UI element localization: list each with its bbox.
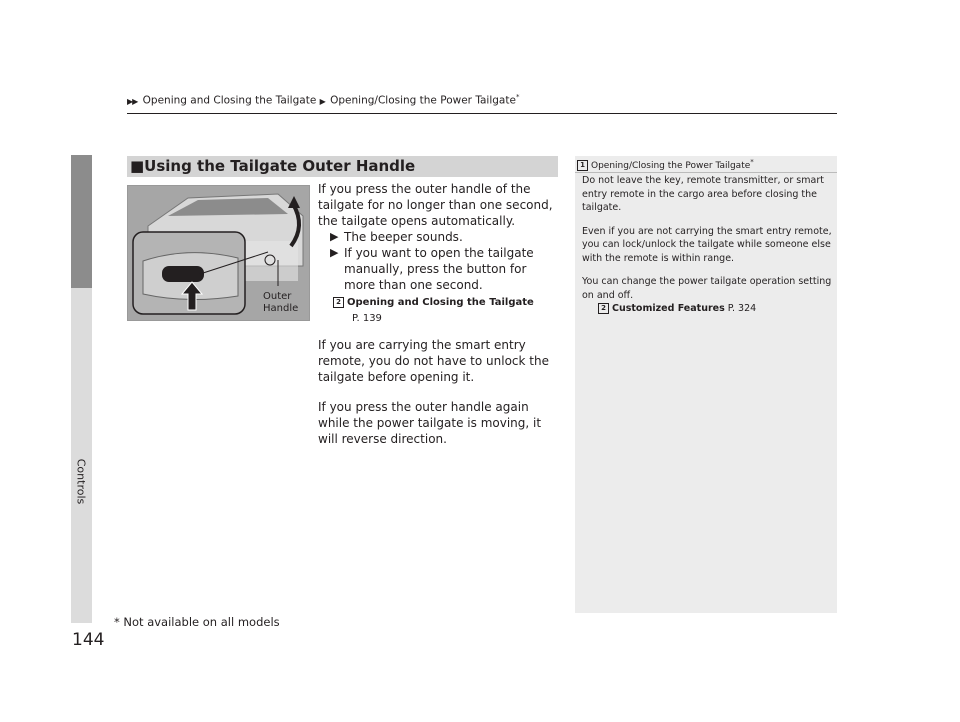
paragraph: If you are carrying the smart entry remote, you do not have to unlock the tailgate before opening it. [318, 338, 549, 384]
section-header [127, 156, 558, 177]
side-tab-label: Controls [74, 458, 88, 505]
cross-reference-page: P. 139 [352, 313, 382, 324]
asterisk: * [515, 93, 520, 101]
note-paragraph: Do not leave the key, remote transmitter, or smart entry remote in the cargo area before closing the tailgate. [582, 175, 824, 213]
breadcrumb-item[interactable]: Opening and Closing the Tailgate [142, 94, 317, 107]
breadcrumb [127, 93, 519, 107]
figure-label: Outer Handle [263, 291, 299, 314]
sub-item: ▶ The beeper sounds. [330, 230, 463, 244]
sidebar-note [575, 156, 837, 613]
note-paragraph: Even if you are not carrying the smart entry remote, you can lock/unlock the tailgate while someone else with the remote is within range. [582, 225, 832, 264]
main-body [318, 181, 560, 447]
header-rule [127, 113, 837, 114]
breadcrumb-item[interactable]: Opening/Closing the Power Tailgate [330, 94, 516, 107]
note-icon: 1 [577, 160, 588, 171]
breadcrumb-arrow-icon: ▶▶ [127, 96, 138, 106]
reference-icon: 2 [598, 303, 609, 314]
side-tab [71, 155, 92, 623]
section-title: ■Using the Tailgate Outer Handle [130, 157, 416, 175]
cross-reference[interactable]: 2 Opening and Closing the Tailgate [330, 295, 560, 311]
note-paragraph: You can change the power tailgate operation setting on and off. [582, 276, 832, 301]
arrow-icon: ▶ [330, 246, 339, 259]
paragraph: If you press the outer handle again while the power tailgate is moving, it will reverse direction. [318, 400, 542, 446]
reference-icon: 2 [333, 297, 344, 308]
paragraph: If you press the outer handle of the tailgate for no longer than one second, the tailgate opens automatically. [318, 182, 553, 228]
note-cross-reference[interactable]: 2 Customized Features P. 324 [582, 302, 834, 316]
footnote: * Not available on all models [114, 615, 280, 629]
note-body [582, 174, 834, 316]
sub-item: ▶ If you want to open the tailgate manually, press the button for more than one second. [330, 246, 534, 292]
page-number: 144 [72, 630, 105, 650]
breadcrumb-arrow-icon: ▶ [319, 96, 325, 106]
side-tab-marker [71, 155, 92, 288]
note-header: 1 Opening/Closing the Power Tailgate* [577, 158, 754, 171]
arrow-icon: ▶ [330, 230, 339, 243]
